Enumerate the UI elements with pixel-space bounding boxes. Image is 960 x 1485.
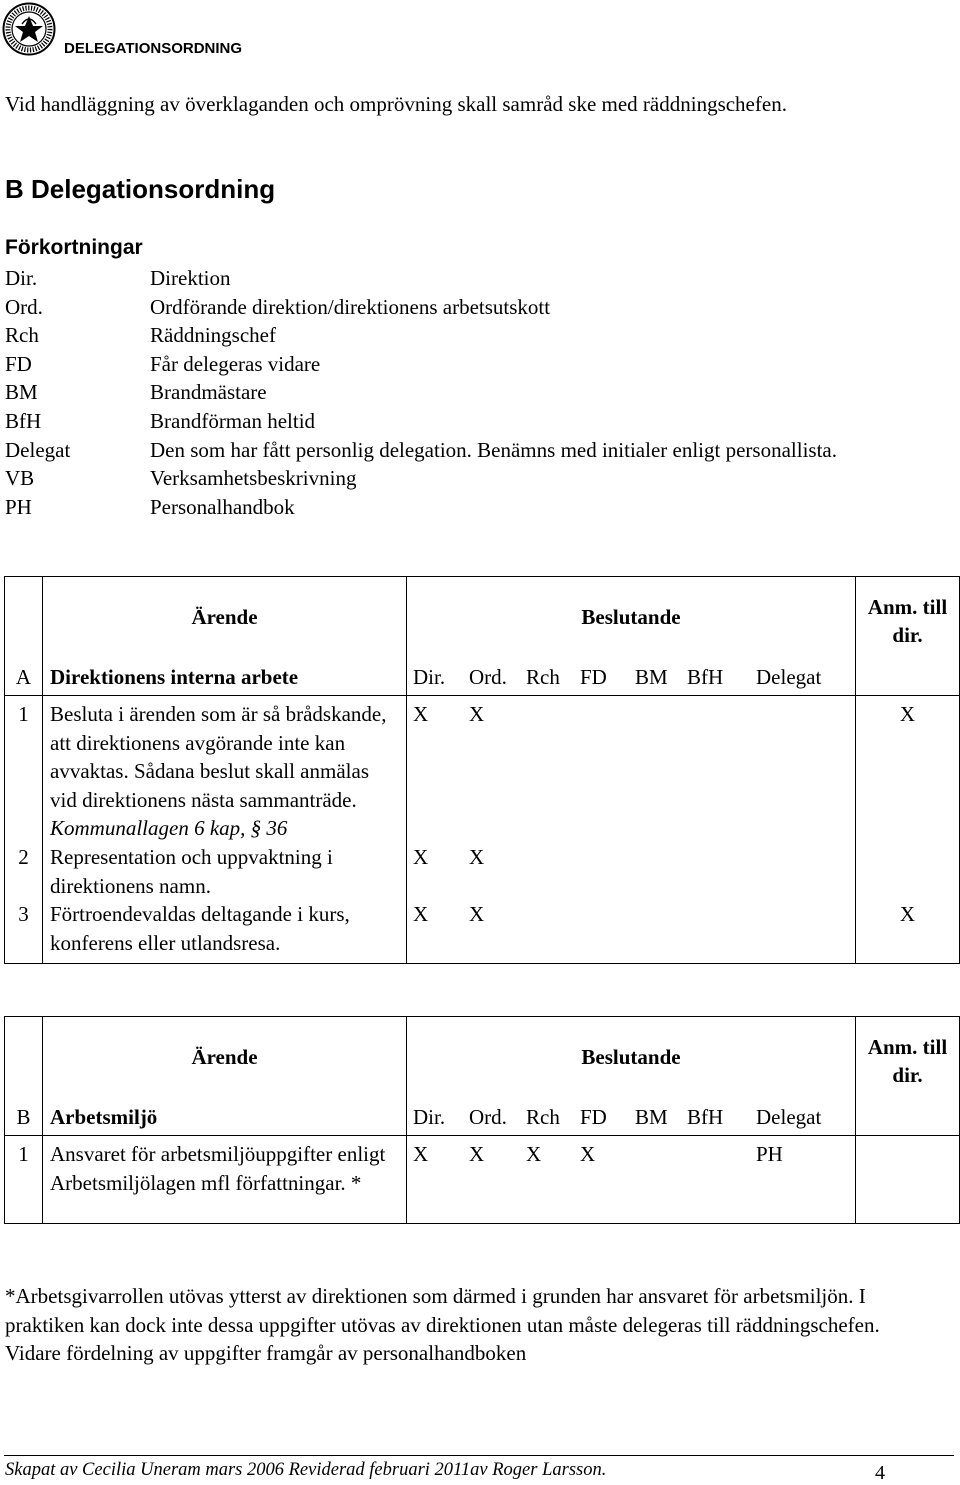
table-row (5, 1136, 960, 1224)
col-rch: Rch (526, 1104, 560, 1129)
abbreviation-row (5, 293, 955, 322)
delegation-table-a (4, 576, 960, 964)
abbreviation-row (5, 378, 955, 407)
mark-ord: X (469, 845, 485, 870)
col-dir: Dir. (413, 1104, 446, 1129)
arende-header: Ärende (43, 1017, 407, 1099)
row-marks (407, 900, 856, 964)
abbreviation-value: Den som har fått personlig delegation. Benämns med initialer enligt personallista. (150, 437, 837, 462)
row-text (43, 696, 407, 843)
mark-bm (635, 1140, 687, 1169)
row-number: 1 (5, 1136, 43, 1224)
intro-paragraph: Vid handläggning av överklaganden och omprövning skall samråd ske med räddningschefen. (5, 92, 787, 116)
col-bfh: BfH (687, 1104, 724, 1129)
mark-fd (580, 900, 635, 929)
row-number: 2 (5, 843, 43, 900)
abbreviation-value: Brandmästare (150, 380, 267, 405)
abbreviation-key: FD (5, 351, 32, 376)
delegation-table-b (4, 1016, 960, 1224)
abbreviation-key: Rch (5, 323, 39, 348)
mark-delegat (756, 700, 836, 729)
seal-icon (2, 2, 56, 56)
abbreviation-value: Räddningschef (150, 323, 276, 348)
row-marks (407, 1136, 856, 1224)
abbreviation-value: Personalhandbok (150, 494, 295, 519)
abbreviation-row (5, 350, 955, 379)
anm-header: Anm. till dir. (856, 577, 960, 696)
row-description: Ansvaret för arbetsmiljöuppgifter enligt Arbetsmiljölagen mfl författningar. * (50, 1142, 386, 1195)
abbreviation-row (5, 493, 955, 522)
row-anm (856, 843, 960, 900)
abbreviations-heading: Förkortningar (5, 236, 143, 259)
abbreviation-row (5, 436, 955, 465)
abbreviation-row (5, 464, 955, 493)
mark-dir: X (413, 702, 429, 727)
mark-ord: X (469, 902, 485, 927)
mark-delegat (756, 843, 836, 872)
abbreviation-key: BM (5, 380, 38, 405)
col-delegat: Delegat (756, 664, 822, 689)
mark-dir: X (413, 845, 429, 870)
col-delegat: Delegat (756, 1104, 822, 1129)
row-reference: Kommunallagen 6 kap, § 36 (50, 816, 288, 841)
row-anm: X (856, 900, 960, 964)
abbreviation-value: Ordförande direktion/direktionens arbetsutskott (150, 294, 551, 319)
row-description: Förtroendevaldas deltagande i kurs, konferens eller utlandsresa. (50, 902, 350, 955)
mark-fd: X (580, 1142, 596, 1167)
abbreviation-key: Delegat (5, 437, 71, 462)
col-rch: Rch (526, 664, 560, 689)
mark-bfh (687, 1140, 756, 1169)
arende-header: Ärende (43, 577, 407, 659)
row-description: Representation och uppvaktning i direktionens namn. (50, 845, 333, 898)
decision-maker-columns (407, 659, 856, 696)
abbreviation-value: Får delegeras vidare (150, 351, 321, 376)
category-title: Arbetsmiljö (43, 1099, 407, 1136)
row-number: 3 (5, 900, 43, 964)
mark-dir: X (413, 902, 429, 927)
section-heading: B Delegationsordning (5, 174, 276, 204)
col-dir: Dir. (413, 664, 446, 689)
mark-ord: X (469, 702, 485, 727)
abbreviation-row (5, 407, 955, 436)
abbreviations-list (5, 264, 955, 521)
row-text (43, 843, 407, 900)
table-row (5, 843, 960, 900)
mark-delegat (756, 900, 836, 929)
col-ord: Ord. (469, 664, 507, 689)
anm-header: Anm. till dir. (856, 1017, 960, 1136)
abbreviation-key: PH (5, 494, 32, 519)
mark-rch (526, 843, 580, 872)
abbreviation-row (5, 264, 955, 293)
organization-logo (2, 2, 56, 56)
mark-dir: X (413, 1142, 429, 1167)
mark-fd (580, 843, 635, 872)
footer-text: Skapat av Cecilia Uneram mars 2006 Reviderad februari 2011av Roger Larsson. (5, 1460, 607, 1480)
beslutande-header: Beslutande (407, 577, 856, 659)
row-text (43, 1136, 407, 1224)
col-fd: FD (580, 664, 607, 689)
table-row (5, 900, 960, 964)
row-text (43, 900, 407, 964)
abbreviation-value: Direktion (150, 266, 231, 290)
mark-rch (526, 700, 580, 729)
mark-rch (526, 900, 580, 929)
abbreviation-value: Brandförman heltid (150, 408, 316, 433)
mark-bfh (687, 700, 756, 729)
mark-ord: X (469, 1142, 485, 1167)
category-letter: A (5, 659, 43, 696)
mark-rch: X (526, 1142, 542, 1167)
abbreviation-key: BfH (5, 408, 42, 433)
mark-bfh (687, 843, 756, 872)
row-marks (407, 843, 856, 900)
mark-fd (580, 700, 635, 729)
col-ord: Ord. (469, 1104, 507, 1129)
mark-delegat: PH (756, 1142, 783, 1167)
row-marks (407, 696, 856, 843)
beslutande-header: Beslutande (407, 1017, 856, 1099)
row-number: 1 (5, 696, 43, 843)
row-description: Besluta i ärenden som är så brådskande, att direktionens avgörande inte kan avvaktas. Sådana beslut skall anmälas vid direktionens nästa sammanträde. (50, 702, 387, 812)
col-bfh: BfH (687, 664, 724, 689)
footer-divider (4, 1455, 954, 1456)
col-bm: BM (635, 664, 668, 689)
table-row (5, 696, 960, 843)
col-fd: FD (580, 1104, 607, 1129)
page-number: 4 (875, 1462, 885, 1484)
mark-bm (635, 843, 687, 872)
document-title: DELEGATIONSORDNING (64, 40, 243, 57)
decision-maker-columns (407, 1099, 856, 1136)
mark-bm (635, 900, 687, 929)
row-anm: X (856, 696, 960, 843)
mark-bm (635, 700, 687, 729)
abbreviation-key: Ord. (5, 294, 43, 319)
mark-bfh (687, 900, 756, 929)
abbreviation-key: VB (5, 466, 35, 491)
row-anm (856, 1136, 960, 1224)
abbreviation-key: Dir. (5, 266, 38, 290)
footnote: *Arbetsgivarrollen utövas ytterst av direktionen som därmed i grunden har ansvaret för arbetsmiljön. I praktiken kan dock inte dessa uppgifter utövas av direktionen utan måste delegeras till räddningschefen. Vidare fördelning av uppgifter framgår av personalhandboken (5, 1284, 880, 1366)
abbreviation-value: Verksamhetsbeskrivning (150, 466, 357, 491)
col-bm: BM (635, 1104, 668, 1129)
category-title: Direktionens interna arbete (43, 659, 407, 696)
category-letter: B (5, 1099, 43, 1136)
abbreviation-row (5, 321, 955, 350)
